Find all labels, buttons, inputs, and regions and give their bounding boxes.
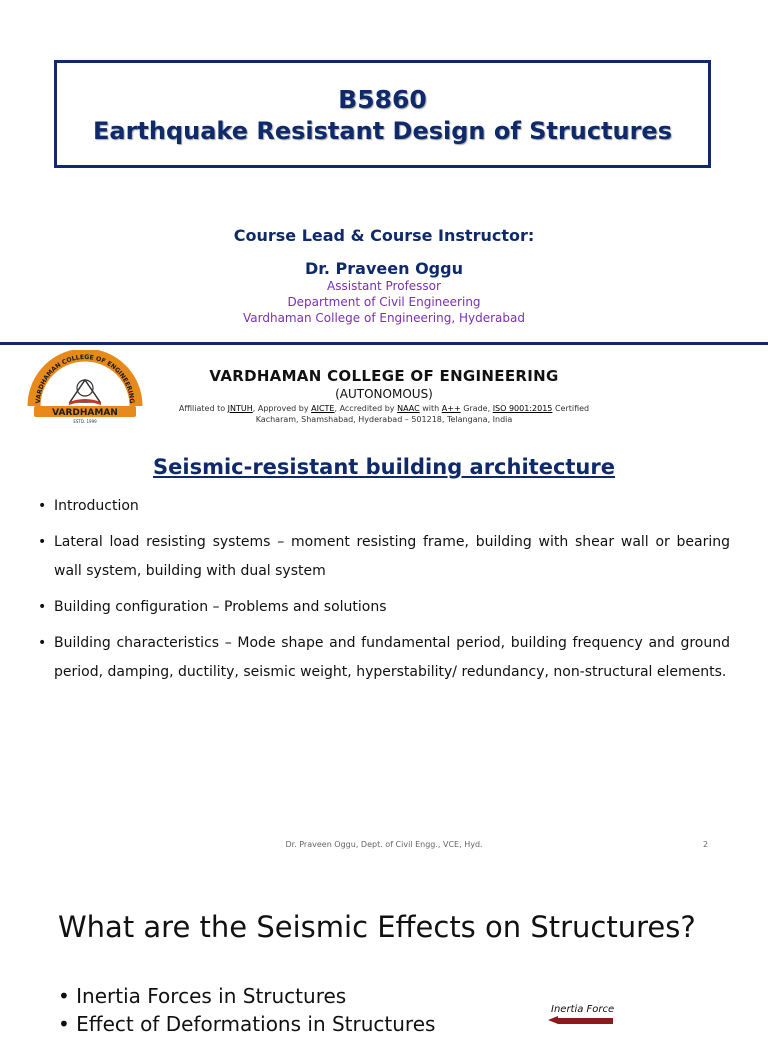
instructor-department: Department of Civil Engineering	[287, 295, 481, 309]
list-item: • Introduction	[36, 492, 730, 521]
logo-text: VARDHAMAN	[52, 408, 118, 418]
slide-footer: Dr. Praveen Oggu, Dept. of Civil Engg., VCE, Hyd.	[285, 840, 483, 849]
inertia-force-label: Inertia Force	[551, 1004, 615, 1015]
course-name: Earthquake Resistant Design of Structures	[92, 117, 672, 145]
instructor-name: Dr. Praveen Oggu	[305, 259, 463, 278]
course-title-box	[54, 60, 711, 168]
instructor-designation: Assistant Professor	[327, 279, 441, 293]
course-lead-label: Course Lead & Course Instructor:	[233, 226, 535, 245]
college-logo	[26, 350, 144, 426]
instructor-college: Vardhaman College of Engineering, Hyderabad	[243, 311, 525, 325]
list-item: • Lateral load resisting systems – moment resisting frame, building with shear wall or bearing wall system, building with dual system	[36, 528, 730, 586]
list-item: • Inertia Forces in Structures	[58, 984, 347, 1008]
slide3-title: What are the Seismic Effects on Structures?	[58, 910, 696, 944]
slide3-bullets	[58, 982, 435, 1038]
topic-list	[36, 492, 730, 694]
course-code: B5860	[338, 85, 427, 114]
page-number: 2	[703, 840, 709, 849]
logo-estd: ESTD. 1999	[73, 419, 97, 424]
logo-ring-text: VARDHAMAN COLLEGE OF ENGINEERING	[34, 353, 136, 404]
list-item: • Effect of Deformations in Structures	[58, 1012, 436, 1036]
list-item: • Building characteristics – Mode shape and fundamental period, building frequency and ground period, damping, ductility, seismic weight, hyperstability/ redundancy, non-structural elements.	[36, 629, 730, 687]
college-name: VARDHAMAN COLLEGE OF ENGINEERING	[209, 367, 559, 385]
slide-divider	[0, 342, 768, 345]
college-address: Kacharam, Shamshabad, Hyderabad – 501218, Telangana, India	[255, 415, 513, 424]
section-title: Seismic-resistant building architecture	[153, 455, 615, 479]
autonomous-label: (AUTONOMOUS)	[335, 387, 433, 401]
inertia-arrow-icon	[548, 1016, 618, 1024]
list-item: • Building configuration – Problems and solutions	[36, 593, 730, 622]
affiliation-text: Affiliated to JNTUH, Approved by AICTE, Accredited by NAAC with A++ Grade, ISO 9001:2015 Certified Kacharam, Shamshabad, Hyderabad – 501218, Telangana, India	[178, 404, 590, 424]
